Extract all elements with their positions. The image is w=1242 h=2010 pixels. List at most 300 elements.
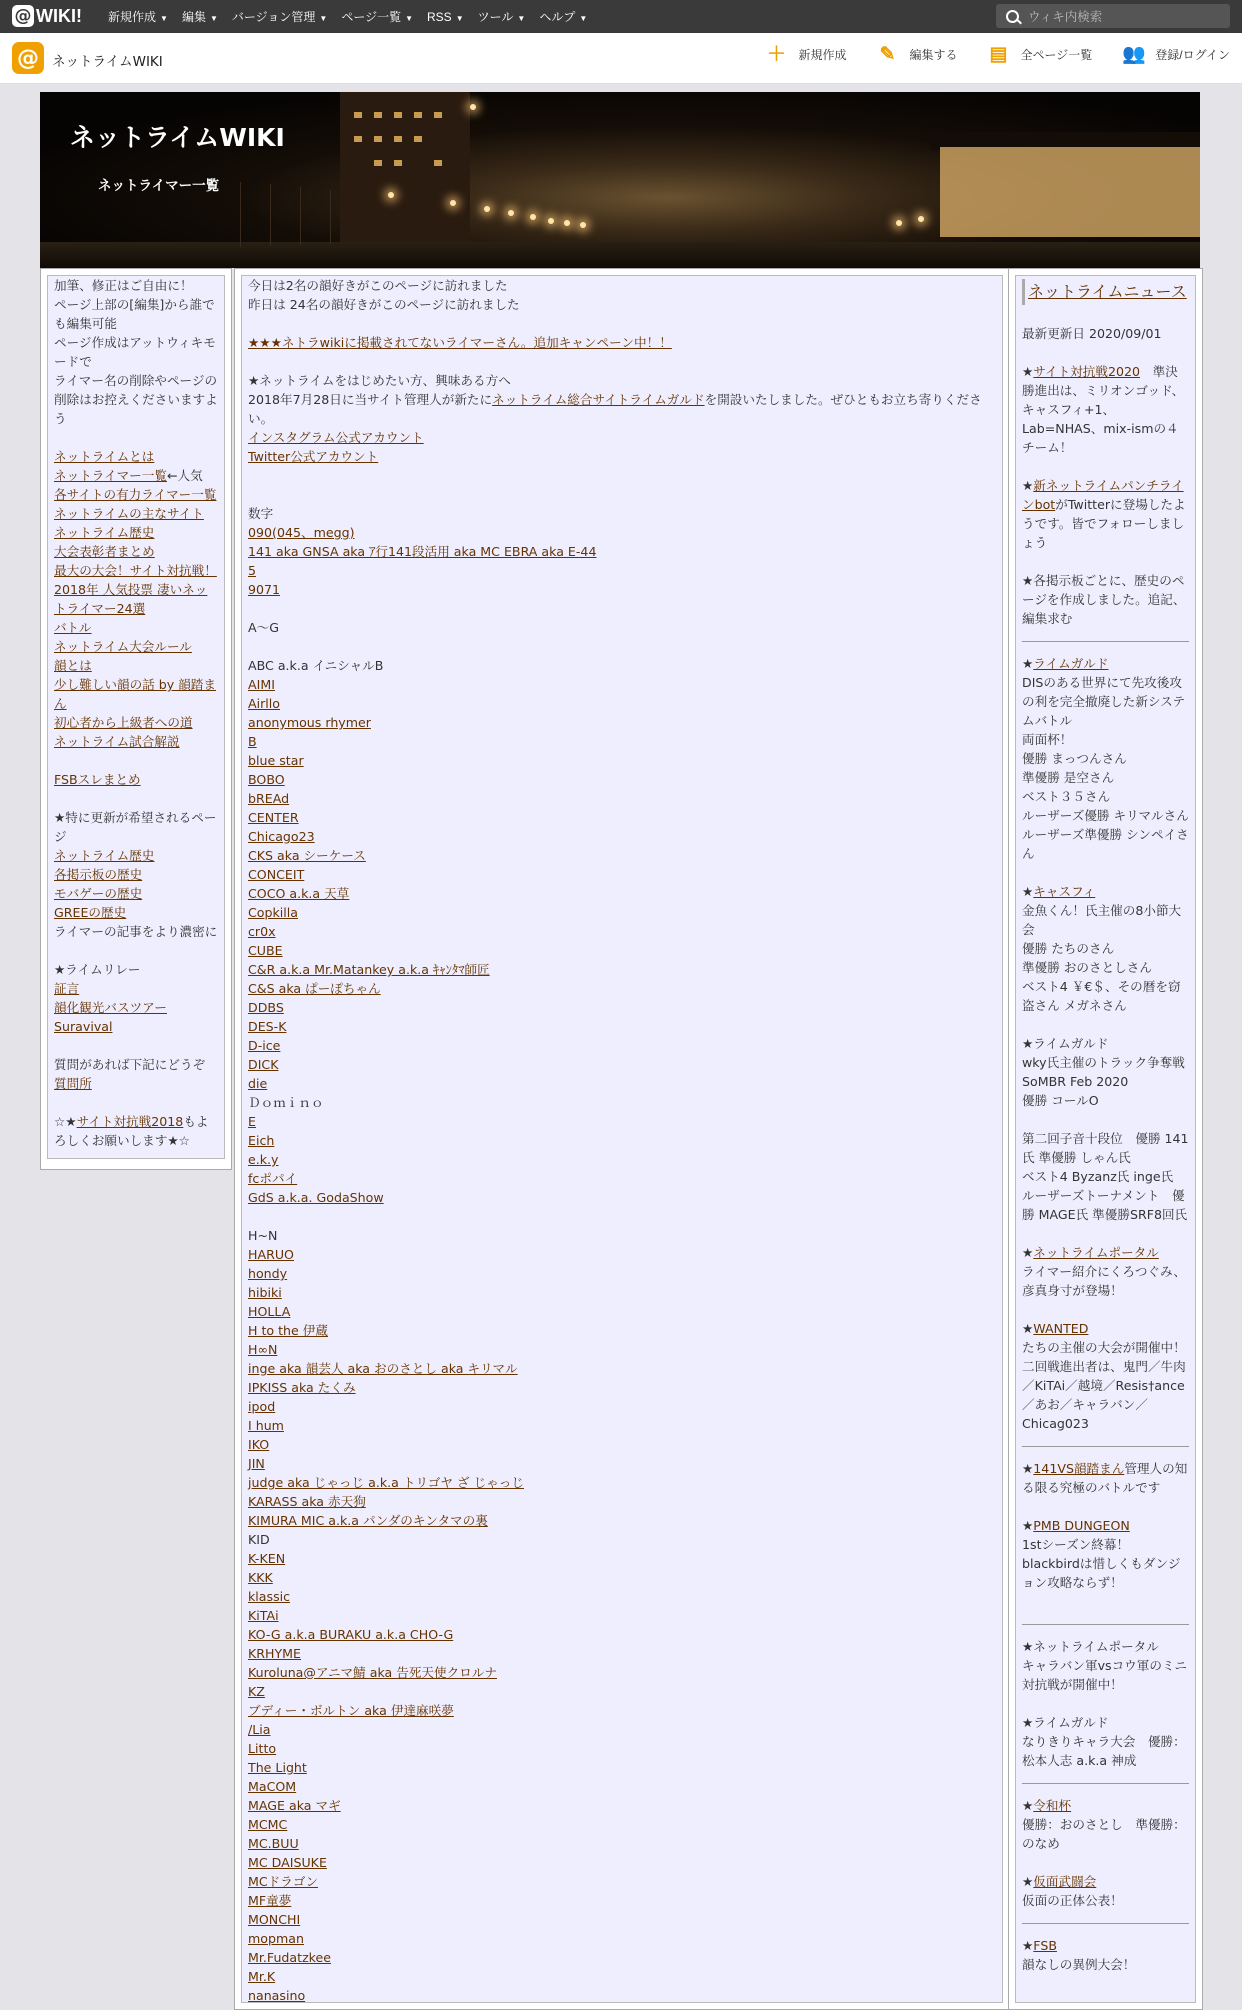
page-link[interactable]: JIN [248, 1456, 265, 1471]
page-link[interactable]: bREAd [248, 791, 290, 806]
menu-line[interactable] [54, 580, 218, 618]
content-line[interactable] [248, 846, 996, 865]
news-line [1022, 457, 1189, 476]
page-link[interactable]: The Light [248, 1760, 307, 1775]
content-line[interactable] [248, 1378, 996, 1397]
content-line[interactable] [248, 1777, 996, 1796]
content-line[interactable] [248, 1245, 996, 1264]
banner-title[interactable]: ネットライムWIKI [70, 123, 285, 152]
search-icon[interactable] [1006, 10, 1019, 23]
all-pages-button[interactable]: ▤ 全ページ一覧 [987, 45, 1092, 64]
page-link[interactable]: Mr.Fudatzkee [248, 1950, 332, 1965]
menu-line[interactable] [54, 485, 218, 504]
pencil-icon: ✎ [879, 44, 896, 65]
content-line[interactable] [248, 1397, 996, 1416]
content-line[interactable] [248, 1112, 996, 1131]
line-text: Ｄｏｍｉｎｏ [248, 1095, 324, 1110]
menu-line [54, 941, 218, 960]
news-line [1022, 825, 1189, 863]
news-line[interactable] [1022, 1936, 1189, 1955]
page-link[interactable]: ネットライマー一覧 [54, 468, 167, 483]
content-line[interactable] [248, 675, 996, 694]
content-line[interactable] [248, 1758, 996, 1777]
news-line [1022, 343, 1189, 362]
lamp [388, 192, 394, 198]
content-line[interactable] [248, 1986, 996, 2005]
page-link[interactable]: MAGE aka マギ [248, 1798, 341, 1813]
page-link[interactable]: IPKISS aka たくみ [248, 1380, 356, 1395]
content-line[interactable] [248, 694, 996, 713]
plus-icon: ＋ [766, 44, 786, 65]
line-text: ベスト３５さん [1022, 789, 1111, 804]
page-link[interactable]: MONCHI [248, 1912, 301, 1927]
content-line[interactable] [248, 1321, 996, 1340]
content-line[interactable] [248, 542, 996, 561]
inline-link[interactable]: ネットライム総合サイトライムガルド [492, 392, 705, 407]
page-link[interactable]: judge aka じゃっじ a.k.a トリゴヤ ざ じゃっじ [248, 1475, 524, 1490]
page-link[interactable]: nanasino [248, 1988, 306, 2003]
page-link[interactable]: KZ [248, 1684, 265, 1699]
page-link[interactable]: H to the 伊蔵 [248, 1323, 328, 1338]
nav-new[interactable]: 新規作成 ▼ [108, 10, 168, 24]
content-line[interactable] [248, 1549, 996, 1568]
menu-line[interactable] [54, 523, 218, 542]
content-line[interactable] [248, 428, 996, 447]
news-line[interactable] [1022, 1243, 1189, 1262]
news-line[interactable] [1022, 882, 1189, 901]
atwiki-logo[interactable] [12, 5, 82, 27]
line-prefix: ★ [1022, 1518, 1034, 1533]
page-link[interactable]: MC.BUU [248, 1836, 299, 1851]
page-link[interactable]: 141 aka GNSA aka ｱ行141段活用 aka MC EBRA aka E-44 [248, 544, 597, 559]
content-line[interactable] [248, 1492, 996, 1511]
page-link[interactable]: 5 [248, 563, 257, 578]
nav-help[interactable]: ヘルプ ▼ [539, 10, 588, 24]
page-link[interactable]: Kuroluna@アニマ鯖 aka 告死天使クロルナ [248, 1665, 497, 1680]
content-line[interactable] [248, 1074, 996, 1093]
content-line[interactable] [248, 1796, 996, 1815]
line-text: 仮面の正体公表！ [1022, 1893, 1123, 1908]
line-text: たちの主催の大会が開催中！二回戦進出者は、鬼門／牛肉／KiTAi／越境／Resis†ance／あお／キャラバン／Chicag023 [1022, 1340, 1186, 1431]
content-line[interactable] [248, 1682, 996, 1701]
content-line [248, 466, 996, 485]
page-link[interactable]: K-KEN [248, 1551, 286, 1566]
content-line[interactable] [248, 1568, 996, 1587]
page-link[interactable]: インスタグラム公式アカウント [248, 430, 424, 445]
news-line [1022, 1110, 1189, 1129]
content-line[interactable] [248, 580, 996, 599]
nav-page-list[interactable]: ページ一覧 ▼ [341, 10, 414, 24]
page-link[interactable]: D-ice [248, 1038, 281, 1053]
page-link[interactable]: KiTAi [248, 1608, 279, 1623]
main-content [234, 268, 1010, 2010]
content-line[interactable] [248, 865, 996, 884]
menu-line[interactable] [54, 504, 218, 523]
page-link[interactable]: Eich [248, 1133, 275, 1148]
content-line[interactable] [248, 1663, 996, 1682]
rail [300, 187, 301, 245]
content-line[interactable] [248, 884, 996, 903]
news-line [1022, 1535, 1189, 1592]
page-link[interactable]: MF童夢 [248, 1893, 292, 1908]
content-line[interactable] [248, 979, 996, 998]
page-link[interactable]: DES-K [248, 1019, 287, 1034]
line-text: ベスト4 ￥€＄、その暦を窃盗さん メガネさん [1022, 979, 1181, 1013]
page-link[interactable]: Chicago23 [248, 829, 315, 844]
menu-line[interactable] [54, 447, 218, 466]
content-line[interactable] [248, 1302, 996, 1321]
caret-down-icon: ▼ [579, 14, 588, 23]
content-line [248, 371, 996, 390]
rhymer-list [241, 275, 1003, 2003]
page-link[interactable]: 141VS韻踏まん [1033, 1461, 1125, 1476]
page-link[interactable]: E [248, 1114, 256, 1129]
page-link[interactable]: 大会表彰者まとめ [54, 544, 155, 559]
page-link[interactable]: MaCOM [248, 1779, 297, 1794]
news-line [1022, 1853, 1189, 1872]
page-link[interactable]: 韻化観光バスツアー [54, 1000, 167, 1015]
line-suffix: を開設いたしました。ぜひともお立ち寄りください。 [248, 392, 982, 426]
caret-down-icon: ▼ [160, 14, 168, 23]
nav-tools[interactable]: ツール ▼ [477, 10, 526, 24]
content-line[interactable] [248, 1891, 996, 1910]
page-link[interactable]: Airllo [248, 696, 280, 711]
page-link[interactable]: ネットライム大会ルール [54, 639, 192, 654]
top-nav [108, 0, 601, 33]
page-link[interactable]: ライムガルド [1033, 656, 1109, 671]
page-link[interactable]: IKO [248, 1437, 270, 1452]
news-line [1022, 939, 1189, 958]
nav-edit[interactable]: 編集 ▼ [181, 10, 218, 24]
page-link[interactable]: GdS a.k.a. GodaShow [248, 1190, 384, 1205]
page-link[interactable]: KIMURA MIC a.k.a パンダのキンタマの裏 [248, 1513, 488, 1528]
page-link[interactable]: C&R a.k.a Mr.Matankey a.k.a ｷｬﾝﾀﾏ師匠 [248, 962, 490, 977]
page-link[interactable]: 仮面武闘会 [1033, 1874, 1097, 1889]
news-line[interactable] [1022, 1319, 1189, 1338]
menu-line[interactable] [54, 732, 218, 751]
news-line[interactable] [1022, 1516, 1189, 1535]
content-line[interactable] [248, 1017, 996, 1036]
content-line[interactable] [248, 523, 996, 542]
menu-line[interactable] [54, 561, 218, 580]
menu-line[interactable] [54, 770, 218, 789]
site-header [0, 33, 1242, 84]
content-line[interactable] [248, 447, 996, 466]
banner-lit-building [940, 147, 1200, 237]
content-line[interactable] [248, 333, 996, 352]
page-link[interactable]: GREEの歴史 [54, 905, 127, 920]
news-line [1022, 552, 1189, 571]
content-line[interactable] [248, 770, 996, 789]
page-link[interactable]: モバゲーの歴史 [54, 886, 143, 901]
news-line [1022, 1656, 1189, 1694]
page-link[interactable]: e.k.y [248, 1152, 279, 1167]
menu-line[interactable] [54, 1112, 218, 1150]
page-link[interactable]: CKS aka シーケース [248, 848, 366, 863]
news-line [1022, 1091, 1189, 1110]
menu-line[interactable] [54, 713, 218, 732]
page-link[interactable]: KARASS aka 赤天狗 [248, 1494, 366, 1509]
news-line [1022, 901, 1189, 939]
content-line[interactable] [248, 732, 996, 751]
news-title[interactable]: ネットライムニュース [1022, 279, 1189, 305]
page-link[interactable]: HOLLA [248, 1304, 291, 1319]
content-line[interactable] [248, 1264, 996, 1283]
content-line[interactable] [248, 1511, 996, 1530]
content-line[interactable] [248, 1910, 996, 1929]
news-line[interactable] [1022, 654, 1189, 673]
page-link[interactable]: klassic [248, 1589, 291, 1604]
page-link[interactable]: blue star [248, 753, 304, 768]
document-icon: ▤ [989, 44, 1008, 65]
news-line[interactable] [1022, 476, 1189, 552]
line-text: ライマー紹介にくろつぐみ、彦真身寸が登場！ [1022, 1264, 1186, 1298]
content-line[interactable] [248, 998, 996, 1017]
content-line[interactable] [248, 922, 996, 941]
content-line[interactable] [248, 1150, 996, 1169]
content-line[interactable] [248, 1948, 996, 1967]
page-link[interactable]: B [248, 734, 257, 749]
page-link[interactable]: 2018年 人気投票 凄いネットライマー24選 [54, 582, 208, 616]
line-text: ルーザーズ準優勝 シンペイさん [1022, 827, 1189, 861]
page-link[interactable]: hondy [248, 1266, 288, 1281]
menu-line[interactable] [54, 466, 218, 485]
line-text: ルーザーズトーナメント 優勝 MAGE氏 準優勝SRF8回氏 [1022, 1188, 1188, 1222]
page-link[interactable]: ブディー・ボルトン aka 伊達麻咲夢 [248, 1703, 454, 1718]
content-line[interactable] [248, 808, 996, 827]
page-link[interactable]: AIMI [248, 677, 275, 692]
page-link[interactable]: BOBO [248, 772, 285, 787]
content-line[interactable] [248, 751, 996, 770]
news-line [1022, 1015, 1189, 1034]
page-link[interactable]: バトル [54, 620, 92, 635]
news-line [1022, 863, 1189, 882]
login-button[interactable]: 👥 登録/ログイン [1122, 44, 1230, 65]
menu-line[interactable] [54, 675, 218, 713]
divider [1022, 1783, 1189, 1784]
page-link[interactable]: PMB DUNGEON [1033, 1518, 1130, 1533]
content-line[interactable] [248, 1815, 996, 1834]
line-prefix: ☆★ [54, 1114, 77, 1129]
content-line[interactable] [248, 1473, 996, 1492]
page-link[interactable]: 最大の大会！サイト対抗戦！ [54, 563, 217, 578]
page-link[interactable]: I hum [248, 1418, 284, 1433]
content-line[interactable] [248, 1701, 996, 1720]
news-line[interactable] [1022, 1459, 1189, 1497]
content-line[interactable] [248, 1055, 996, 1074]
line-text: wky氏主催のトラック争奪戦 SoMBR Feb 2020 [1022, 1055, 1185, 1089]
page-link[interactable]: ネットライム試合解説 [54, 734, 180, 749]
menu-line[interactable] [54, 618, 218, 637]
line-text: なりきりキャラ大会 優勝：松本人志 a.k.a 神成 [1022, 1734, 1186, 1768]
page-link[interactable]: CONCEIT [248, 867, 305, 882]
content-line[interactable] [248, 1340, 996, 1359]
content-line[interactable] [248, 941, 996, 960]
page-link[interactable]: die [248, 1076, 268, 1091]
line-text: 優勝：おのさとし 準優勝：のなめ [1022, 1817, 1186, 1851]
page-link[interactable]: FSBスレまとめ [54, 772, 141, 787]
page-link[interactable]: KKK [248, 1570, 273, 1585]
content-line[interactable] [248, 903, 996, 922]
line-text: ★各掲示板ごとに、歴史のページを作成しました。追記、編集求む [1022, 573, 1186, 626]
edit-button[interactable]: ✎ 編集する [876, 45, 957, 64]
page-link[interactable]: CUBE [248, 943, 283, 958]
menu-line[interactable] [54, 865, 218, 884]
line-suffix: ←人気 [166, 468, 203, 483]
page-link[interactable]: ネットライム歴史 [54, 848, 155, 863]
news-line [1022, 1262, 1189, 1300]
menu-line[interactable] [54, 903, 218, 922]
page-link[interactable]: fcポパイ [248, 1171, 298, 1186]
page-link[interactable]: DICK [248, 1057, 279, 1072]
content-line[interactable] [248, 789, 996, 808]
menu-line [54, 789, 218, 808]
content-line[interactable] [248, 960, 996, 979]
page-link[interactable]: WANTED [1033, 1321, 1089, 1336]
page-link[interactable]: anonymous rhymer [248, 715, 371, 730]
menu-line[interactable] [54, 846, 218, 865]
menu-line[interactable] [54, 542, 218, 561]
menu-line[interactable] [54, 656, 218, 675]
page-link[interactable]: 9071 [248, 582, 281, 597]
content-line[interactable] [248, 390, 996, 428]
content-line[interactable] [248, 1872, 996, 1891]
page-link[interactable]: Suravival [54, 1019, 113, 1034]
page-link[interactable]: CENTER [248, 810, 299, 825]
page-link[interactable]: 韻とは [54, 658, 92, 673]
page-link[interactable]: MC DAISUKE [248, 1855, 327, 1870]
line-text: ルーザーズ優勝 キリマルさん [1022, 808, 1189, 823]
content-line[interactable] [248, 1131, 996, 1150]
page-link[interactable]: サイト対抗戦2018 [76, 1114, 184, 1129]
nav-rss[interactable]: RSS ▼ [427, 9, 464, 24]
page-link[interactable]: 少し難しい韻の話 by 韻踏まん [54, 677, 216, 711]
content-line[interactable] [248, 1169, 996, 1188]
page-link[interactable]: ネットライムの主なサイト [54, 506, 204, 521]
page-link[interactable]: 090(045、megg) [248, 525, 355, 540]
page-link[interactable]: 初心者から上級者への道 [54, 715, 193, 730]
page-link[interactable]: 令和杯 [1033, 1798, 1072, 1813]
page-link[interactable]: 各掲示板の歴史 [54, 867, 143, 882]
wiki-search [996, 4, 1230, 28]
content-line[interactable] [248, 561, 996, 580]
page-link[interactable]: H∞N [248, 1342, 278, 1357]
content-line[interactable] [248, 1587, 996, 1606]
site-logo-icon[interactable]: @ [12, 42, 44, 74]
news-line[interactable] [1022, 362, 1189, 457]
page-link[interactable]: 各サイトの有力ライマー一覧 [54, 487, 217, 502]
page-link[interactable]: サイト対抗戦2020 [1033, 364, 1141, 379]
content-line[interactable] [248, 1720, 996, 1739]
page-link[interactable]: キャスフィ [1033, 884, 1096, 899]
caret-down-icon: ▼ [319, 14, 328, 23]
page-link[interactable]: KO-G a.k.a BURAKU a.k.a CHO-G [248, 1627, 454, 1642]
line-text: ABC a.k.a イニシャルB [248, 658, 384, 673]
page-link[interactable]: 証言 [54, 981, 80, 996]
page-link[interactable]: hibiki [248, 1285, 282, 1300]
page-link[interactable]: HARUO [248, 1247, 294, 1262]
menu-line[interactable] [54, 1017, 218, 1036]
menu-line[interactable] [54, 1074, 218, 1093]
news-line [1022, 1592, 1189, 1611]
menu-line [54, 1055, 218, 1074]
page-link[interactable]: Mr.K [248, 1969, 276, 1984]
content-line[interactable] [248, 1359, 996, 1378]
news-line [1022, 324, 1189, 343]
nav-version[interactable]: バージョン管理 ▼ [231, 10, 328, 24]
page-link[interactable]: Copkilla [248, 905, 298, 920]
page-link[interactable]: 質問所 [54, 1076, 92, 1091]
content-line[interactable] [248, 1644, 996, 1663]
page-link[interactable]: KRHYME [248, 1646, 301, 1661]
content-line [248, 637, 996, 656]
content-line[interactable] [248, 1188, 996, 1207]
page-link[interactable]: 新ネットライムパンチラインbot [1022, 478, 1184, 512]
content-line[interactable] [248, 1283, 996, 1302]
news-line [1022, 1338, 1189, 1433]
content-line[interactable] [248, 1739, 996, 1758]
line-text: KID [248, 1532, 270, 1547]
menu-line[interactable] [54, 637, 218, 656]
page-link[interactable]: MCMC [248, 1817, 288, 1832]
line-text: ページ上部の[編集]から誰でも編集可能 [54, 297, 215, 331]
page-link[interactable]: Litto [248, 1741, 277, 1756]
menu-line[interactable] [54, 998, 218, 1017]
content-line[interactable] [248, 1606, 996, 1625]
page-link[interactable]: COCO a.k.a 天草 [248, 886, 350, 901]
content-line[interactable] [248, 1929, 996, 1948]
search-input[interactable] [1026, 6, 1226, 28]
content-line[interactable] [248, 1625, 996, 1644]
new-page-button[interactable]: ＋ 新規作成 [766, 44, 847, 65]
content-line[interactable] [248, 1967, 996, 1986]
line-prefix: ★ [1022, 1798, 1034, 1813]
news-content [1015, 275, 1196, 2003]
page-link[interactable]: ネットライムとは [54, 449, 155, 464]
page-link[interactable]: /Lia [248, 1722, 271, 1737]
content-line[interactable] [248, 1454, 996, 1473]
content-line[interactable] [248, 1435, 996, 1454]
menu-line[interactable] [54, 979, 218, 998]
page-link[interactable]: inge aka 韻芸人 aka おのさとし aka キリマル [248, 1361, 518, 1376]
news-line[interactable] [1022, 1872, 1189, 1891]
page-link[interactable]: ★★★ネトラwikiに掲載されてないライマーさん。追加キャンペーン中！！ [248, 335, 672, 350]
lamp [450, 200, 456, 206]
content-line[interactable] [248, 713, 996, 732]
page-link[interactable]: MCドラゴン [248, 1874, 319, 1889]
page-link[interactable]: ネットライムポータル [1033, 1245, 1159, 1260]
page-link[interactable]: mopman [248, 1931, 304, 1946]
news-line[interactable] [1022, 1796, 1189, 1815]
news-line [1022, 1129, 1189, 1167]
content-line[interactable] [248, 1853, 996, 1872]
content-line[interactable] [248, 1416, 996, 1435]
page-link[interactable]: DDBS [248, 1000, 284, 1015]
page-link[interactable]: Twitter公式アカウント [248, 449, 379, 464]
page-link[interactable]: cr0x [248, 924, 276, 939]
content-line[interactable] [248, 1036, 996, 1055]
site-title[interactable]: ネットライムWIKI [52, 54, 163, 70]
lamp [548, 218, 554, 224]
content-line[interactable] [248, 827, 996, 846]
menu-line[interactable] [54, 884, 218, 903]
line-text: 昨日は 24名の韻好きがこのページに訪れました [248, 297, 520, 312]
content-line[interactable] [248, 1834, 996, 1853]
page-link[interactable]: C&S aka ぱーぽちゃん [248, 981, 381, 996]
page-link[interactable]: ネットライム歴史 [54, 525, 155, 540]
page-link[interactable]: ipod [248, 1399, 276, 1414]
page-link[interactable]: FSB [1033, 1938, 1057, 1953]
